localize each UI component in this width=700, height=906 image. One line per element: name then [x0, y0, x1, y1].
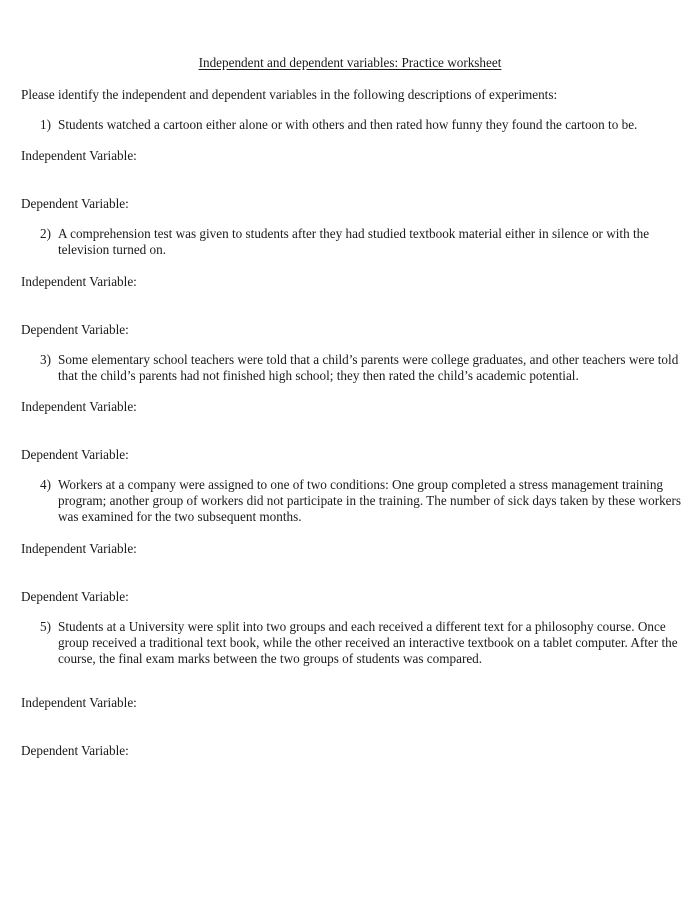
- question-text: Workers at a company were assigned to one of two conditions: One group completed a stress management training program; another group of workers did not participate in the training. The number of sick days taken by these workers was examined for the two subsequent months.: [58, 477, 682, 525]
- list-marker: 2): [40, 226, 51, 242]
- question-item-1: [0, 117, 700, 133]
- question-text: Some elementary school teachers were told that a child’s parents were college graduates, and other teachers were told that the child’s parents had not finished high school; they then rated the child’s academic potential.: [58, 351, 679, 383]
- dependent-variable-label-3: Dependent Variable:: [21, 447, 129, 463]
- dependent-variable-label-2: Dependent Variable:: [21, 321, 129, 337]
- question-item-3: [0, 352, 700, 384]
- question-text: Students at a University were split into two groups and each received a different text for a philosophy course. Once group received a traditional text book, while the other received an interactive textbook on a tablet computer. After the course, the final exam marks between the two groups of students was compared.: [58, 618, 678, 667]
- dependent-variable-label-1: Dependent Variable:: [21, 196, 129, 212]
- question-block-4: [0, 463, 700, 605]
- independent-variable-label-2: Independent Variable:: [21, 273, 137, 289]
- question-block-5: [0, 605, 700, 760]
- list-marker: 5): [40, 618, 51, 634]
- independent-variable-label-3: Independent Variable:: [21, 399, 137, 415]
- question-item-4: [0, 477, 700, 526]
- question-item-2: [0, 226, 700, 258]
- independent-variable-label-4: Independent Variable:: [21, 540, 137, 556]
- question-item-5: [0, 619, 700, 668]
- page-title: [0, 0, 700, 71]
- question-text: A comprehension test was given to students after they had studied textbook material either in silence or with the television turned on.: [58, 226, 650, 258]
- independent-variable-label-1: Independent Variable:: [21, 148, 137, 164]
- question-block-2: [0, 212, 700, 337]
- spacer: [0, 667, 700, 680]
- page-title-text: Independent and dependent variables: Practice worksheet: [198, 55, 502, 70]
- list-marker: 3): [40, 351, 51, 367]
- dependent-variable-label-4: Dependent Variable:: [21, 588, 129, 604]
- list-marker: 1): [40, 117, 51, 132]
- dependent-variable-label-5: Dependent Variable:: [21, 743, 129, 759]
- question-text: Students watched a cartoon either alone or with others and then rated how funny they found the cartoon to be.: [58, 117, 638, 132]
- instructions-text: Please identify the independent and dependent variables in the following descriptions of experiments:: [21, 87, 558, 102]
- question-block-1: [0, 103, 700, 212]
- independent-variable-label-5: Independent Variable:: [21, 695, 137, 711]
- question-block-3: [0, 338, 700, 463]
- list-marker: 4): [40, 477, 51, 493]
